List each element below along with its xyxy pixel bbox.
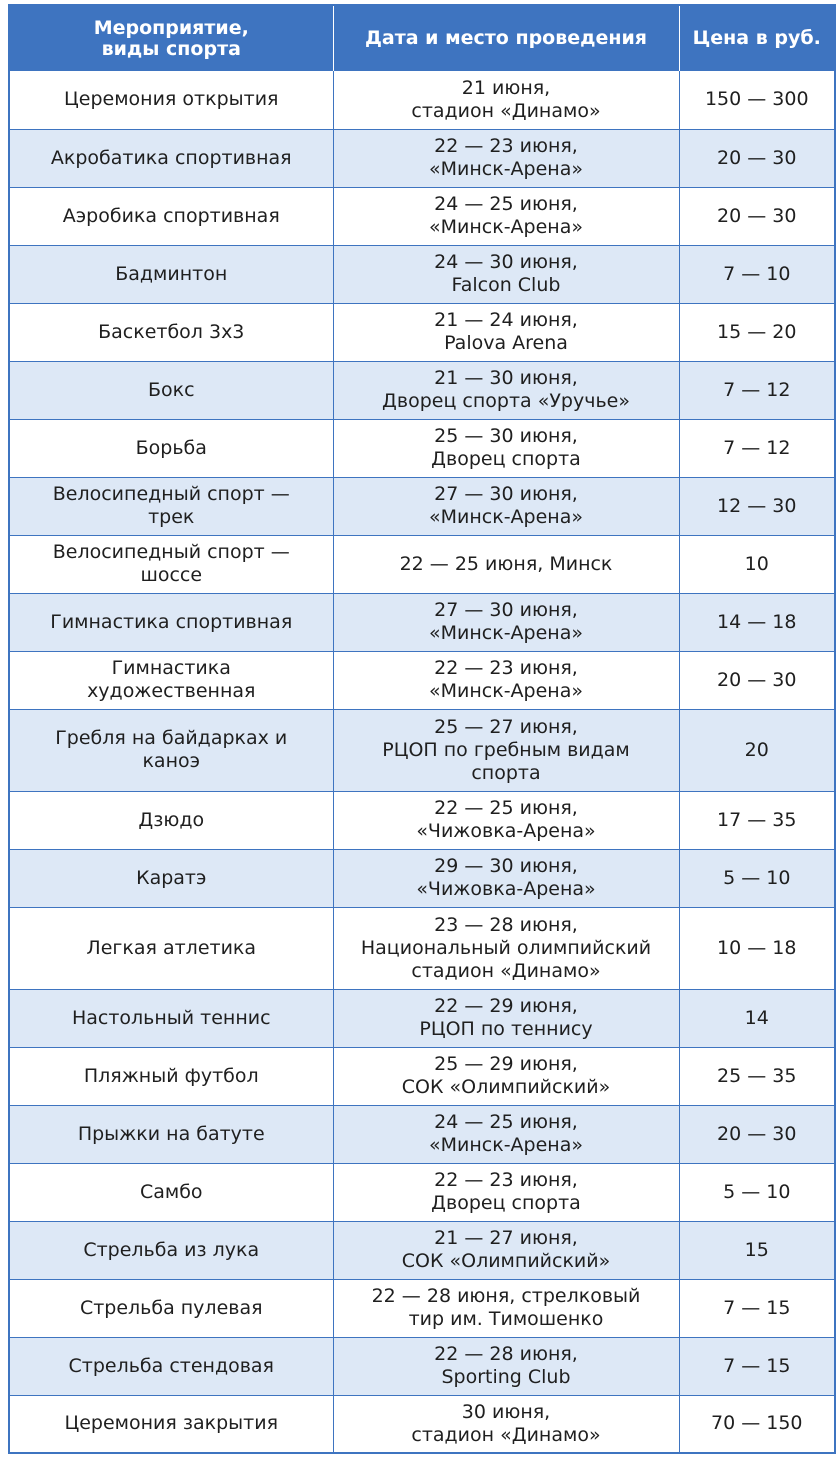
event-cell-line: Церемония закрытия [64, 1412, 279, 1435]
date-place-cell-line: Дворец спорта [431, 1192, 581, 1214]
header-date-place: Дата и место проведения [333, 5, 679, 71]
table-row [9, 651, 835, 709]
table-row [9, 1221, 835, 1279]
date-place-cell [333, 907, 679, 989]
price-cell: 17 — 35 [679, 791, 835, 849]
table-row [9, 129, 835, 187]
date-place-cell-line: 22 — 23 июня, [434, 657, 578, 679]
table-row [9, 907, 835, 989]
date-place-cell-line: 29 — 30 июня, [434, 855, 578, 877]
event-cell-line: Самбо [139, 1180, 203, 1203]
date-place-cell-line: 25 — 29 июня, [434, 1053, 578, 1075]
price-cell: 5 — 10 [679, 1163, 835, 1221]
price-cell: 20 — 30 [679, 187, 835, 245]
header-event-line: Мероприятие, [93, 16, 249, 39]
event-cell [9, 71, 333, 129]
event-cell [9, 907, 333, 989]
table-row [9, 593, 835, 651]
date-place-cell-line: 25 — 30 июня, [434, 425, 578, 447]
table-row [9, 709, 835, 791]
event-cell-line: Стрельба из лука [83, 1238, 260, 1261]
date-place-cell-line: 22 — 28 июня, стрелковый [371, 1285, 641, 1307]
event-cell-line: Бокс [147, 378, 195, 401]
date-place-cell-line: спорта [471, 761, 541, 784]
header-event [9, 5, 333, 71]
date-place-cell [333, 1395, 679, 1453]
header-row [9, 5, 835, 71]
price-cell: 70 — 150 [679, 1395, 835, 1453]
date-place-cell-line: 24 — 25 июня, [434, 193, 578, 215]
event-cell-line: Легкая атлетика [86, 936, 257, 959]
price-cell: 7 — 10 [679, 245, 835, 303]
event-cell-line: Гимнастика [111, 657, 231, 679]
event-cell [9, 593, 333, 651]
event-cell-line: Стрельба стендовая [68, 1354, 274, 1377]
date-place-cell-line: 24 — 30 июня, [434, 251, 578, 273]
date-place-cell-line: 22 — 28 июня, [434, 1343, 578, 1365]
price-cell: 15 — 20 [679, 303, 835, 361]
date-place-cell-line: «Минск-Арена» [428, 506, 583, 528]
date-place-cell [333, 1163, 679, 1221]
price-cell: 20 [679, 709, 835, 791]
price-cell: 14 [679, 989, 835, 1047]
date-place-cell-line: Дворец спорта «Уручье» [382, 390, 630, 412]
date-place-cell-line: «Чижовка-Арена» [416, 878, 596, 900]
event-cell-line: Настольный теннис [71, 1006, 271, 1029]
event-cell-line: Гребля на байдарках и [55, 727, 288, 749]
date-place-cell-line: 27 — 30 июня, [434, 483, 578, 505]
table-row [9, 419, 835, 477]
date-place-cell [333, 1279, 679, 1337]
event-cell-line: Каратэ [136, 866, 207, 889]
date-place-cell-line: 21 июня, [461, 76, 551, 99]
date-place-cell-line: стадион «Динамо» [411, 1423, 601, 1446]
table-header [9, 5, 835, 71]
price-cell: 20 — 30 [679, 1105, 835, 1163]
table-row [9, 71, 835, 129]
event-cell [9, 1279, 333, 1337]
table-row [9, 1163, 835, 1221]
date-place-cell [333, 1221, 679, 1279]
table-row [9, 989, 835, 1047]
date-place-cell [333, 419, 679, 477]
date-place-cell-line: 21 — 27 июня, [434, 1227, 578, 1249]
event-cell-line: Аэробика спортивная [62, 204, 280, 227]
date-place-cell-line: 21 — 24 июня, [434, 309, 578, 331]
date-place-cell-line: 25 — 27 июня, [434, 715, 578, 738]
date-place-cell-line: Falcon Club [451, 274, 561, 296]
date-place-cell-line: «Минск-Арена» [428, 622, 583, 644]
date-place-cell-line: «Минск-Арена» [428, 1134, 583, 1156]
date-place-cell [333, 535, 679, 593]
table-row [9, 477, 835, 535]
date-place-cell-line: «Минск-Арена» [428, 680, 583, 702]
table-row [9, 1047, 835, 1105]
price-cell: 7 — 12 [679, 419, 835, 477]
event-cell [9, 129, 333, 187]
event-cell [9, 791, 333, 849]
event-cell-line: Стрельба пулевая [79, 1296, 263, 1319]
date-place-cell [333, 1105, 679, 1163]
price-cell: 150 — 300 [679, 71, 835, 129]
date-place-cell-line: «Чижовка-Арена» [416, 820, 596, 842]
table-body [9, 71, 835, 1453]
date-place-cell-line: СОК «Олимпийский» [401, 1076, 611, 1098]
date-place-cell-line: 22 — 23 июня, [434, 135, 578, 157]
price-cell: 10 [679, 535, 835, 593]
date-place-cell-line: стадион «Динамо» [411, 959, 601, 982]
price-cell: 12 — 30 [679, 477, 835, 535]
date-place-cell-line: 23 — 28 июня, [434, 913, 578, 936]
date-place-cell [333, 477, 679, 535]
date-place-cell-line: Sporting Club [441, 1366, 571, 1388]
date-place-cell-line: 22 — 29 июня, [434, 995, 578, 1017]
date-place-cell [333, 1047, 679, 1105]
date-place-cell [333, 361, 679, 419]
date-place-cell-line: стадион «Динамо» [411, 99, 601, 122]
price-cell: 7 — 15 [679, 1279, 835, 1337]
date-place-cell-line: РЦОП по теннису [419, 1018, 593, 1040]
event-cell [9, 1395, 333, 1453]
date-place-cell-line: 30 июня, [461, 1400, 551, 1423]
date-place-cell-line: 27 — 30 июня, [434, 599, 578, 621]
price-cell: 14 — 18 [679, 593, 835, 651]
price-cell: 5 — 10 [679, 849, 835, 907]
price-cell: 20 — 30 [679, 651, 835, 709]
event-cell [9, 419, 333, 477]
date-place-cell [333, 593, 679, 651]
event-cell [9, 1047, 333, 1105]
date-place-cell [333, 989, 679, 1047]
date-place-cell-line: 22 — 23 июня, [434, 1169, 578, 1191]
event-cell-line: Гимнастика спортивная [50, 610, 293, 633]
date-place-cell-line: 21 — 30 июня, [434, 367, 578, 389]
event-cell-line: Бадминтон [115, 262, 228, 285]
event-cell [9, 651, 333, 709]
event-cell-line: художественная [87, 680, 256, 702]
date-place-cell [333, 187, 679, 245]
event-cell [9, 535, 333, 593]
table-row [9, 1279, 835, 1337]
event-cell [9, 1221, 333, 1279]
date-place-cell [333, 71, 679, 129]
event-cell [9, 709, 333, 791]
event-cell [9, 1163, 333, 1221]
price-cell: 25 — 35 [679, 1047, 835, 1105]
event-cell-line: трек [148, 506, 195, 528]
event-cell-line: Прыжки на батуте [77, 1122, 265, 1145]
table-row [9, 535, 835, 593]
date-place-cell-line: Palova Arena [444, 332, 568, 354]
date-place-cell-line: 22 — 25 июня, Минск [399, 552, 613, 575]
date-place-cell [333, 709, 679, 791]
event-cell [9, 1337, 333, 1395]
event-cell-line: Борьба [135, 436, 207, 459]
event-cell [9, 477, 333, 535]
date-place-cell-line: тир им. Тимошенко [408, 1308, 604, 1330]
event-cell [9, 187, 333, 245]
table-row [9, 245, 835, 303]
schedule-table [8, 4, 836, 1454]
event-cell [9, 1105, 333, 1163]
event-cell-line: Пляжный футбол [83, 1064, 259, 1087]
date-place-cell [333, 849, 679, 907]
event-cell [9, 361, 333, 419]
event-cell-line: Велосипедный спорт — [52, 483, 290, 505]
date-place-cell-line: СОК «Олимпийский» [401, 1250, 611, 1272]
schedule-table-wrapper [8, 4, 834, 1454]
table-row [9, 187, 835, 245]
event-cell-line: Церемония открытия [64, 88, 279, 111]
table-row [9, 849, 835, 907]
event-cell [9, 849, 333, 907]
table-row [9, 1395, 835, 1453]
table-row [9, 303, 835, 361]
price-cell: 20 — 30 [679, 129, 835, 187]
price-cell: 7 — 15 [679, 1337, 835, 1395]
event-cell-line: Баскетбол 3х3 [98, 320, 245, 343]
date-place-cell-line: РЦОП по гребным видам [382, 738, 630, 761]
date-place-cell [333, 791, 679, 849]
header-event-line: виды спорта [101, 37, 241, 60]
date-place-cell [333, 303, 679, 361]
table-row [9, 361, 835, 419]
table-row [9, 1337, 835, 1395]
date-place-cell-line: «Минск-Арена» [428, 216, 583, 238]
event-cell [9, 245, 333, 303]
event-cell-line: шоссе [140, 564, 203, 586]
table-row [9, 1105, 835, 1163]
date-place-cell [333, 1337, 679, 1395]
table-row [9, 791, 835, 849]
date-place-cell-line: 22 — 25 июня, [434, 797, 578, 819]
header-price: Цена в руб. [679, 5, 835, 71]
date-place-cell [333, 651, 679, 709]
date-place-cell-line: Дворец спорта [431, 448, 581, 470]
price-cell: 10 — 18 [679, 907, 835, 989]
event-cell-line: Дзюдо [138, 808, 205, 831]
event-cell [9, 303, 333, 361]
date-place-cell-line: «Минск-Арена» [428, 158, 583, 180]
event-cell-line: каноэ [142, 750, 201, 772]
date-place-cell-line: 24 — 25 июня, [434, 1111, 578, 1133]
event-cell-line: Велосипедный спорт — [52, 541, 290, 563]
price-cell: 7 — 12 [679, 361, 835, 419]
event-cell [9, 989, 333, 1047]
event-cell-line: Акробатика спортивная [50, 146, 292, 169]
date-place-cell [333, 129, 679, 187]
price-cell: 15 [679, 1221, 835, 1279]
date-place-cell-line: Национальный олимпийский [360, 936, 652, 959]
date-place-cell [333, 245, 679, 303]
